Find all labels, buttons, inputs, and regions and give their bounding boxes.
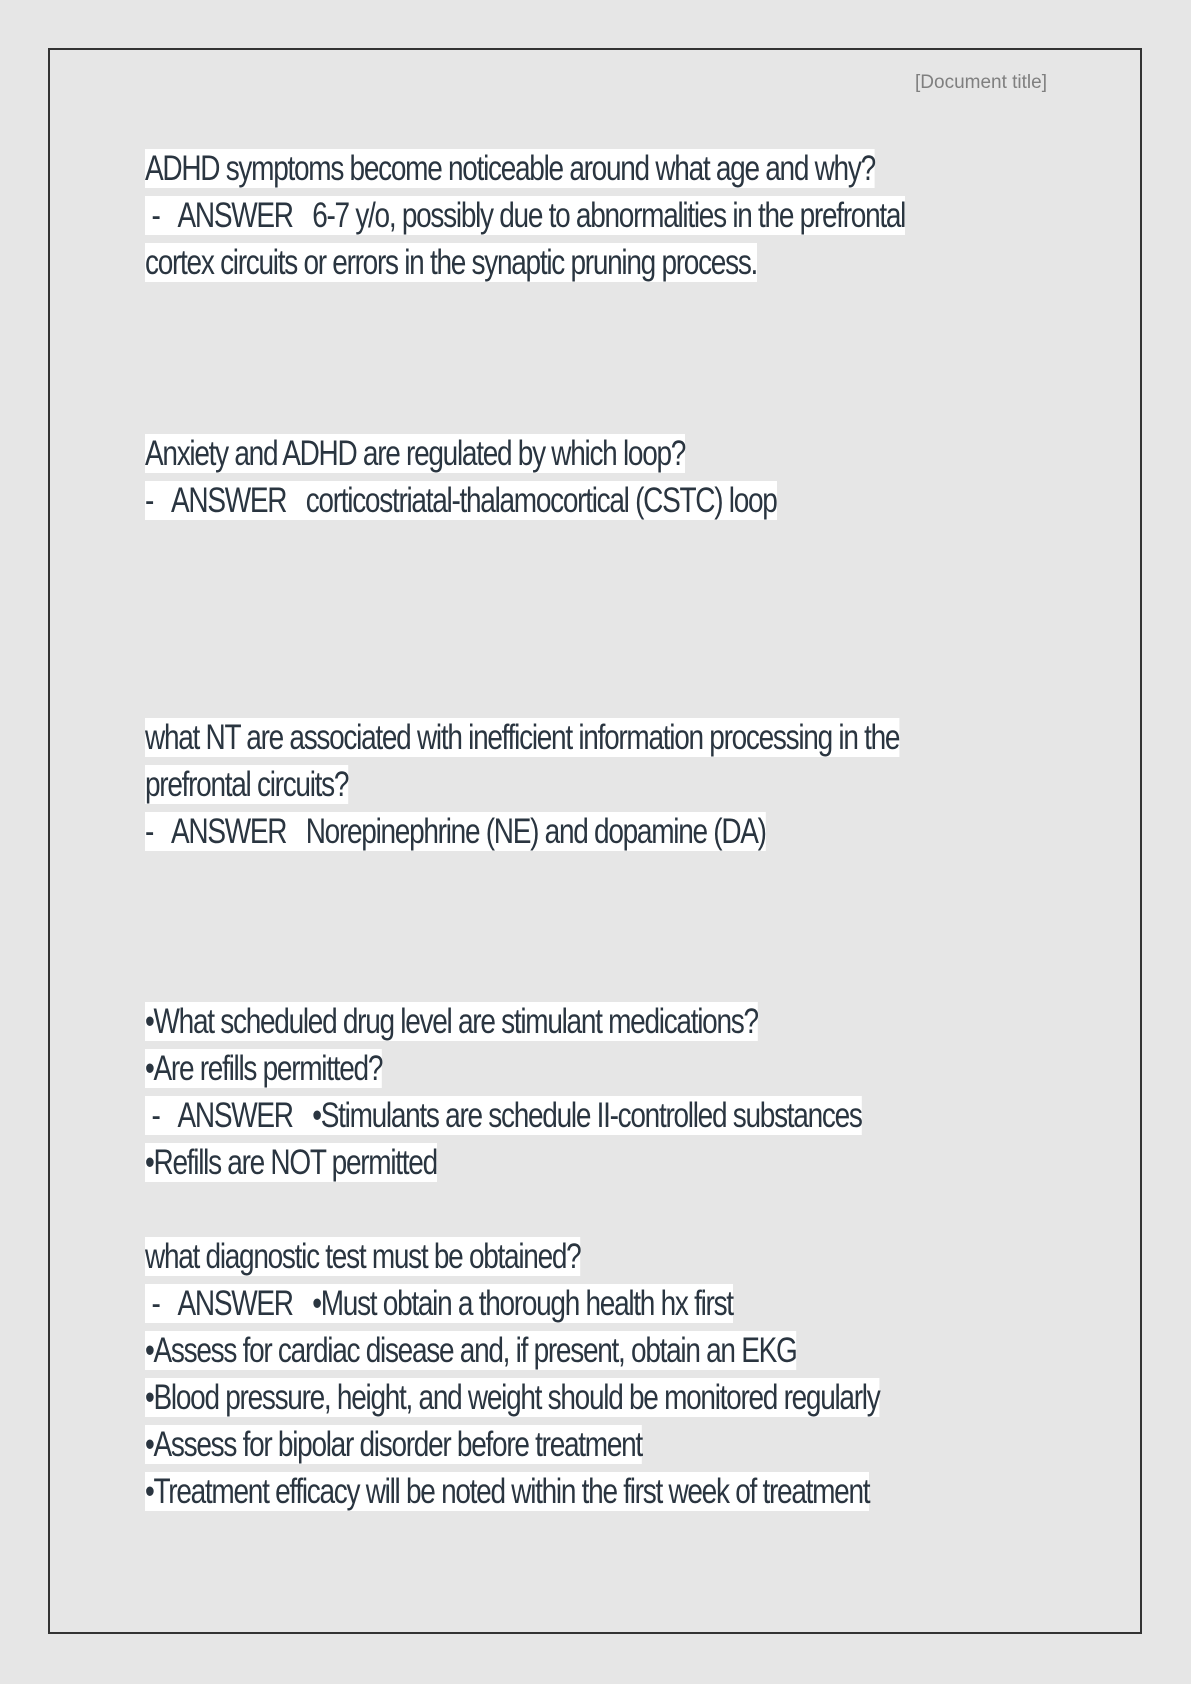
question-text: ADHD symptoms become noticeable around what age and why? [145,149,875,188]
question-text: what NT are associated with inefficient information processing in the [145,718,900,757]
answer-text: - ANSWER •Must obtain a thorough health hx first [145,1284,733,1323]
answer-text-continued: •Assess for cardiac disease and, if present, obtain an EKG [145,1331,797,1370]
question-text-continued: prefrontal circuits? [145,765,349,804]
answer-text-continued: cortex circuits or errors in the synaptic pruning process. [145,243,758,282]
qa-block-4 [145,998,1025,1186]
qa-block-1 [145,145,1025,286]
qa-block-2 [145,430,1025,524]
question-text-continued: •Are refills permitted? [145,1049,383,1088]
answer-text-continued: •Treatment efficacy will be noted within the first week of treatment [145,1472,870,1511]
qa-block-5 [145,1233,1025,1515]
answer-text: - ANSWER Norepinephrine (NE) and dopamine (DA) [145,812,766,851]
answer-text-continued: •Refills are NOT permitted [145,1143,437,1182]
document-title: [Document title] [915,72,1047,93]
answer-text-continued: •Blood pressure, height, and weight should be monitored regularly [145,1378,880,1417]
question-text: what diagnostic test must be obtained? [145,1237,581,1276]
answer-text: - ANSWER •Stimulants are schedule II-controlled substances [145,1096,862,1135]
answer-text-continued: •Assess for bipolar disorder before treatment [145,1425,642,1464]
answer-text: - ANSWER 6-7 y/o, possibly due to abnormalities in the prefrontal [145,196,906,235]
question-text: Anxiety and ADHD are regulated by which loop? [145,434,686,473]
question-text: •What scheduled drug level are stimulant medications? [145,1002,758,1041]
qa-block-3 [145,714,1025,855]
answer-text: - ANSWER corticostriatal-thalamocortical (CSTC) loop [145,481,777,520]
